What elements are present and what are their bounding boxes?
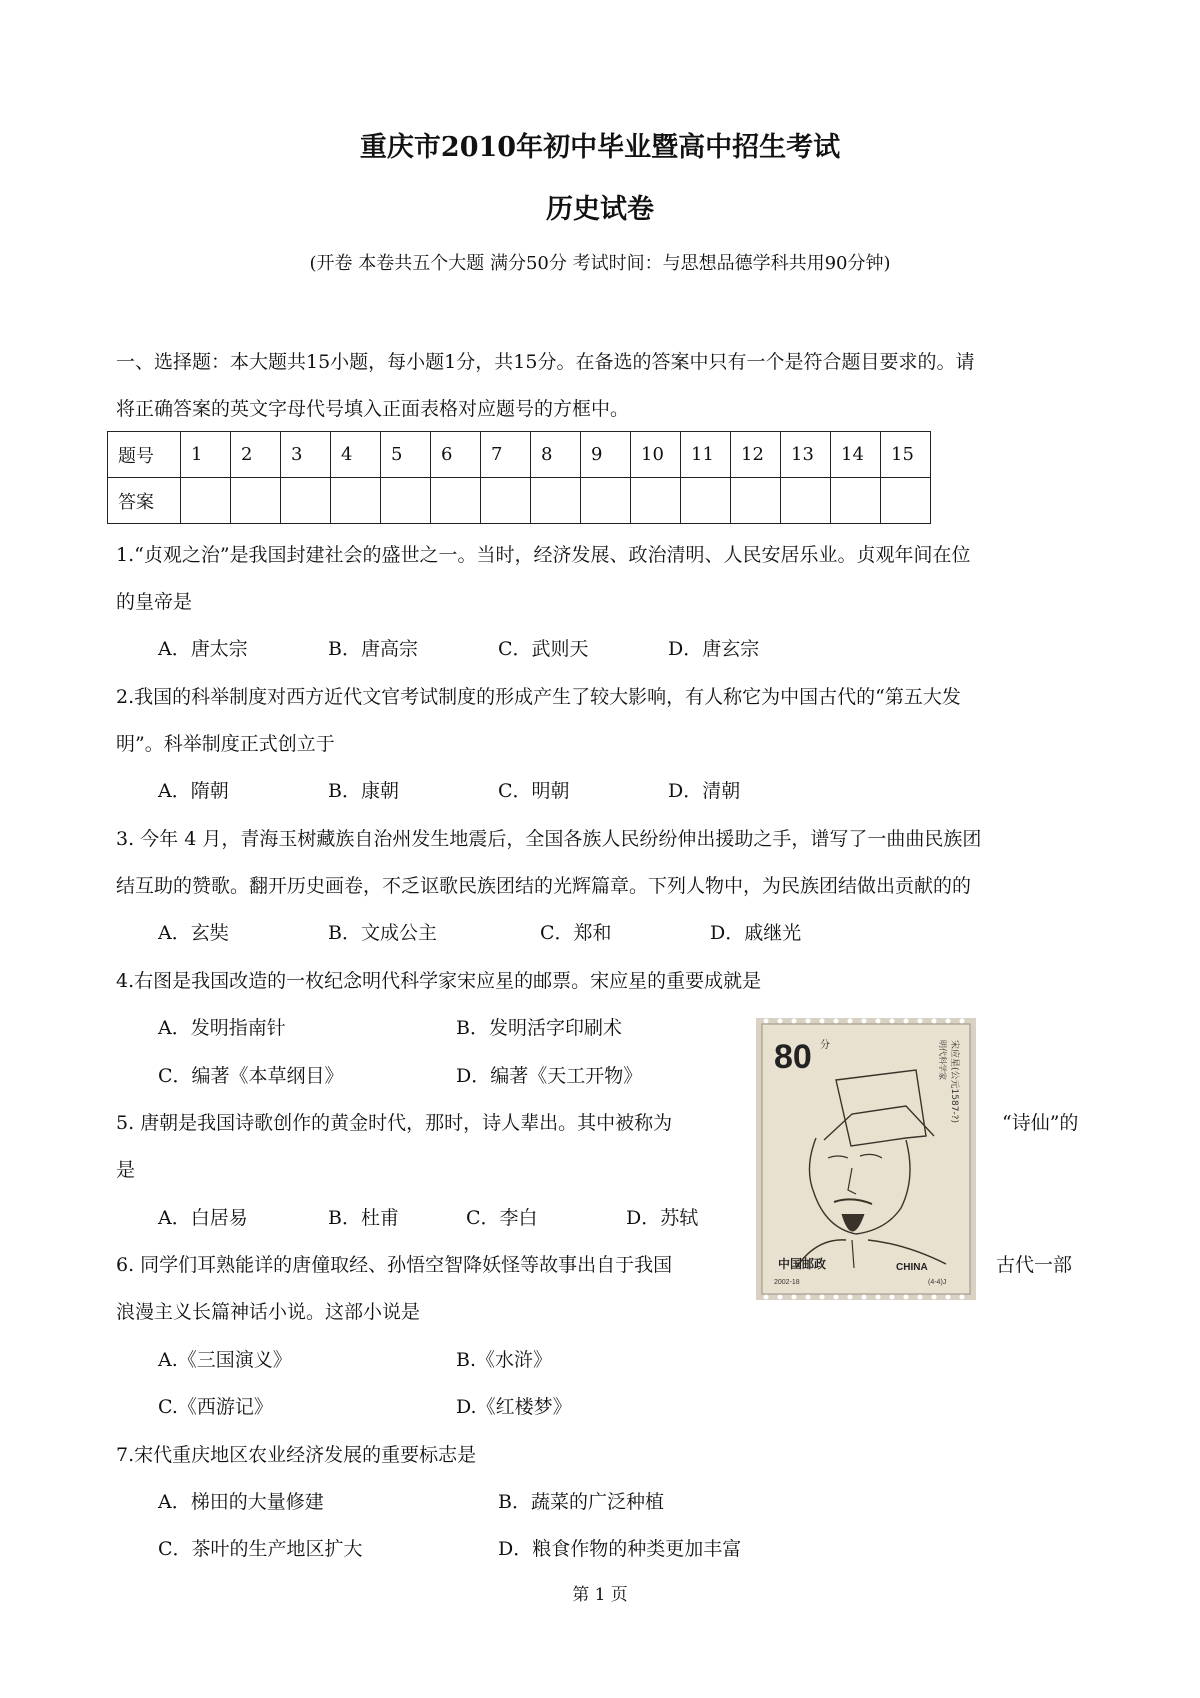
answer-cell[interactable]: [731, 478, 781, 524]
answer-cell[interactable]: [581, 478, 631, 524]
question-4-line1: 4.右图是我国改造的一枚纪念明代科学家宋应星的邮票。宋应星的重要成就是: [116, 970, 762, 992]
stamp-country-cn: 中国邮政: [778, 1257, 827, 1271]
answer-cell[interactable]: [231, 478, 281, 524]
answer-cell[interactable]: [831, 478, 881, 524]
table-number-cell: 13: [781, 432, 831, 478]
answer-cell[interactable]: [631, 478, 681, 524]
q4-option-c: C．编著《本草纲目》: [158, 1065, 344, 1087]
answer-table-answer-row: [108, 478, 931, 524]
table-number-cell: 4: [331, 432, 381, 478]
q1-option-a: A．唐太宗: [158, 638, 248, 660]
exam-subtitle: 历史试卷: [546, 194, 654, 225]
answer-cell[interactable]: [781, 478, 831, 524]
answer-cell[interactable]: [281, 478, 331, 524]
question-3-line2: 结互助的赞歌。翻开历史画卷，不乏讴歌民族团结的光辉篇章。下列人物中，为民族团结做出贡献的的: [116, 875, 972, 897]
row-label-answer: 答案: [108, 478, 181, 524]
q7-option-a: A．梯田的大量修建: [158, 1491, 324, 1513]
q2-option-d: D．清朝: [668, 780, 741, 802]
question-3-line1: 3. 今年 4 月，青海玉树藏族自治州发生地震后，全国各族人民纷纷伸出援助之手，谱写了一曲曲民族团: [116, 828, 982, 850]
q5-option-a: A．白居易: [158, 1207, 248, 1229]
question-1-line1: 1.“贞观之治”是我国封建社会的盛世之一。当时，经济发展、政治清明、人民安居乐业。贞观年间在位: [116, 544, 971, 566]
q5-option-b: B．杜甫: [328, 1207, 399, 1229]
q2-option-b: B．康朝: [328, 780, 399, 802]
q6-option-d: D.《红楼梦》: [456, 1396, 572, 1418]
q1-option-c: C．武则天: [498, 638, 589, 660]
q7-option-d: D．粮食作物的种类更加丰富: [498, 1538, 742, 1560]
question-2-line1: 2.我国的科举制度对西方近代文官考试制度的形成产生了较大影响，有人称它为中国古代的“第五大发: [116, 686, 961, 708]
table-number-cell: 14: [831, 432, 881, 478]
q6-option-c: C.《西游记》: [158, 1396, 273, 1418]
answer-cell[interactable]: [431, 478, 481, 524]
stamp-serial: 2002-18: [774, 1279, 800, 1286]
answer-cell[interactable]: [331, 478, 381, 524]
stamp-caption-vertical: 明代科学家: [938, 1040, 947, 1080]
answer-cell[interactable]: [531, 478, 581, 524]
q4-option-a: A．发明指南针: [158, 1017, 286, 1039]
page-number: 第 1 页: [572, 1585, 628, 1605]
q5-option-c: C．李白: [466, 1207, 538, 1229]
song-yingxing-stamp: [756, 1018, 976, 1300]
table-number-cell: 12: [731, 432, 781, 478]
question-6-line1-end: 古代一部: [996, 1254, 1073, 1276]
q4-option-d: D．编著《天工开物》: [456, 1065, 643, 1087]
question-5-line2: 是: [116, 1159, 136, 1181]
q5-option-d: D．苏轼: [626, 1207, 699, 1229]
table-number-cell: 7: [481, 432, 531, 478]
answer-cell[interactable]: [381, 478, 431, 524]
table-number-cell: 8: [531, 432, 581, 478]
answer-table: [107, 431, 931, 524]
stamp-value: 80: [774, 1038, 812, 1076]
table-number-cell: 10: [631, 432, 681, 478]
q7-option-c: C．茶叶的生产地区扩大: [158, 1538, 363, 1560]
q3-option-a: A．玄奘: [158, 922, 229, 944]
q3-option-d: D．戚继光: [710, 922, 802, 944]
table-number-cell: 5: [381, 432, 431, 478]
question-5-line1-end: “诗仙”的: [1002, 1112, 1079, 1134]
row-label-number: 题号: [108, 432, 181, 478]
q2-option-c: C．明朝: [498, 780, 570, 802]
answer-cell[interactable]: [181, 478, 231, 524]
table-number-cell: 11: [681, 432, 731, 478]
answer-table-number-row: [108, 432, 931, 478]
section1-line1: 一、选择题：本大题共15小题，每小题1分，共15分。在备选的答案中只有一个是符合题目要求的。请: [116, 351, 975, 373]
table-number-cell: 2: [231, 432, 281, 478]
exam-title: 重庆市2010年初中毕业暨高中招生考试: [359, 132, 841, 163]
q1-option-d: D．唐玄宗: [668, 638, 760, 660]
question-1-line2: 的皇帝是: [116, 591, 193, 613]
table-number-cell: 3: [281, 432, 331, 478]
table-number-cell: 15: [881, 432, 931, 478]
question-5-line1: 5. 唐朝是我国诗歌创作的黄金时代，那时，诗人辈出。其中被称为: [116, 1112, 673, 1134]
q6-option-a: A.《三国演义》: [158, 1349, 292, 1371]
q1-option-b: B．唐高宗: [328, 638, 418, 660]
question-2-line2: 明”。科举制度正式创立于: [116, 733, 335, 755]
q3-option-b: B．文成公主: [328, 922, 437, 944]
table-number-cell: 9: [581, 432, 631, 478]
answer-cell[interactable]: [881, 478, 931, 524]
exam-note: (开卷 本卷共五个大题 满分50分 考试时间：与思想品德学科共用90分钟): [309, 253, 891, 274]
stamp-sub-serial: (4-4)J: [928, 1279, 947, 1286]
question-6-line2: 浪漫主义长篇神话小说。这部小说是: [116, 1301, 421, 1323]
table-number-cell: 1: [181, 432, 231, 478]
stamp-name-vertical: 宋应星(公元1587-?): [949, 1040, 959, 1123]
stamp-country-en: CHINA: [896, 1262, 928, 1273]
q4-option-b: B．发明活字印刷术: [456, 1017, 622, 1039]
answer-cell[interactable]: [481, 478, 531, 524]
q3-option-c: C．郑和: [540, 922, 612, 944]
q6-option-b: B.《水浒》: [456, 1349, 553, 1371]
q2-option-a: A．隋朝: [158, 780, 229, 802]
question-7-line1: 7.宋代重庆地区农业经济发展的重要标志是: [116, 1444, 477, 1466]
stamp-unit: 分: [820, 1040, 830, 1051]
q7-option-b: B．蔬菜的广泛种植: [498, 1491, 664, 1513]
answer-cell[interactable]: [681, 478, 731, 524]
section1-line2: 将正确答案的英文字母代号填入正面表格对应题号的方框中。: [116, 398, 630, 420]
table-number-cell: 6: [431, 432, 481, 478]
question-6-line1: 6. 同学们耳熟能详的唐僮取经、孙悟空智降妖怪等故事出自于我国: [116, 1254, 673, 1276]
